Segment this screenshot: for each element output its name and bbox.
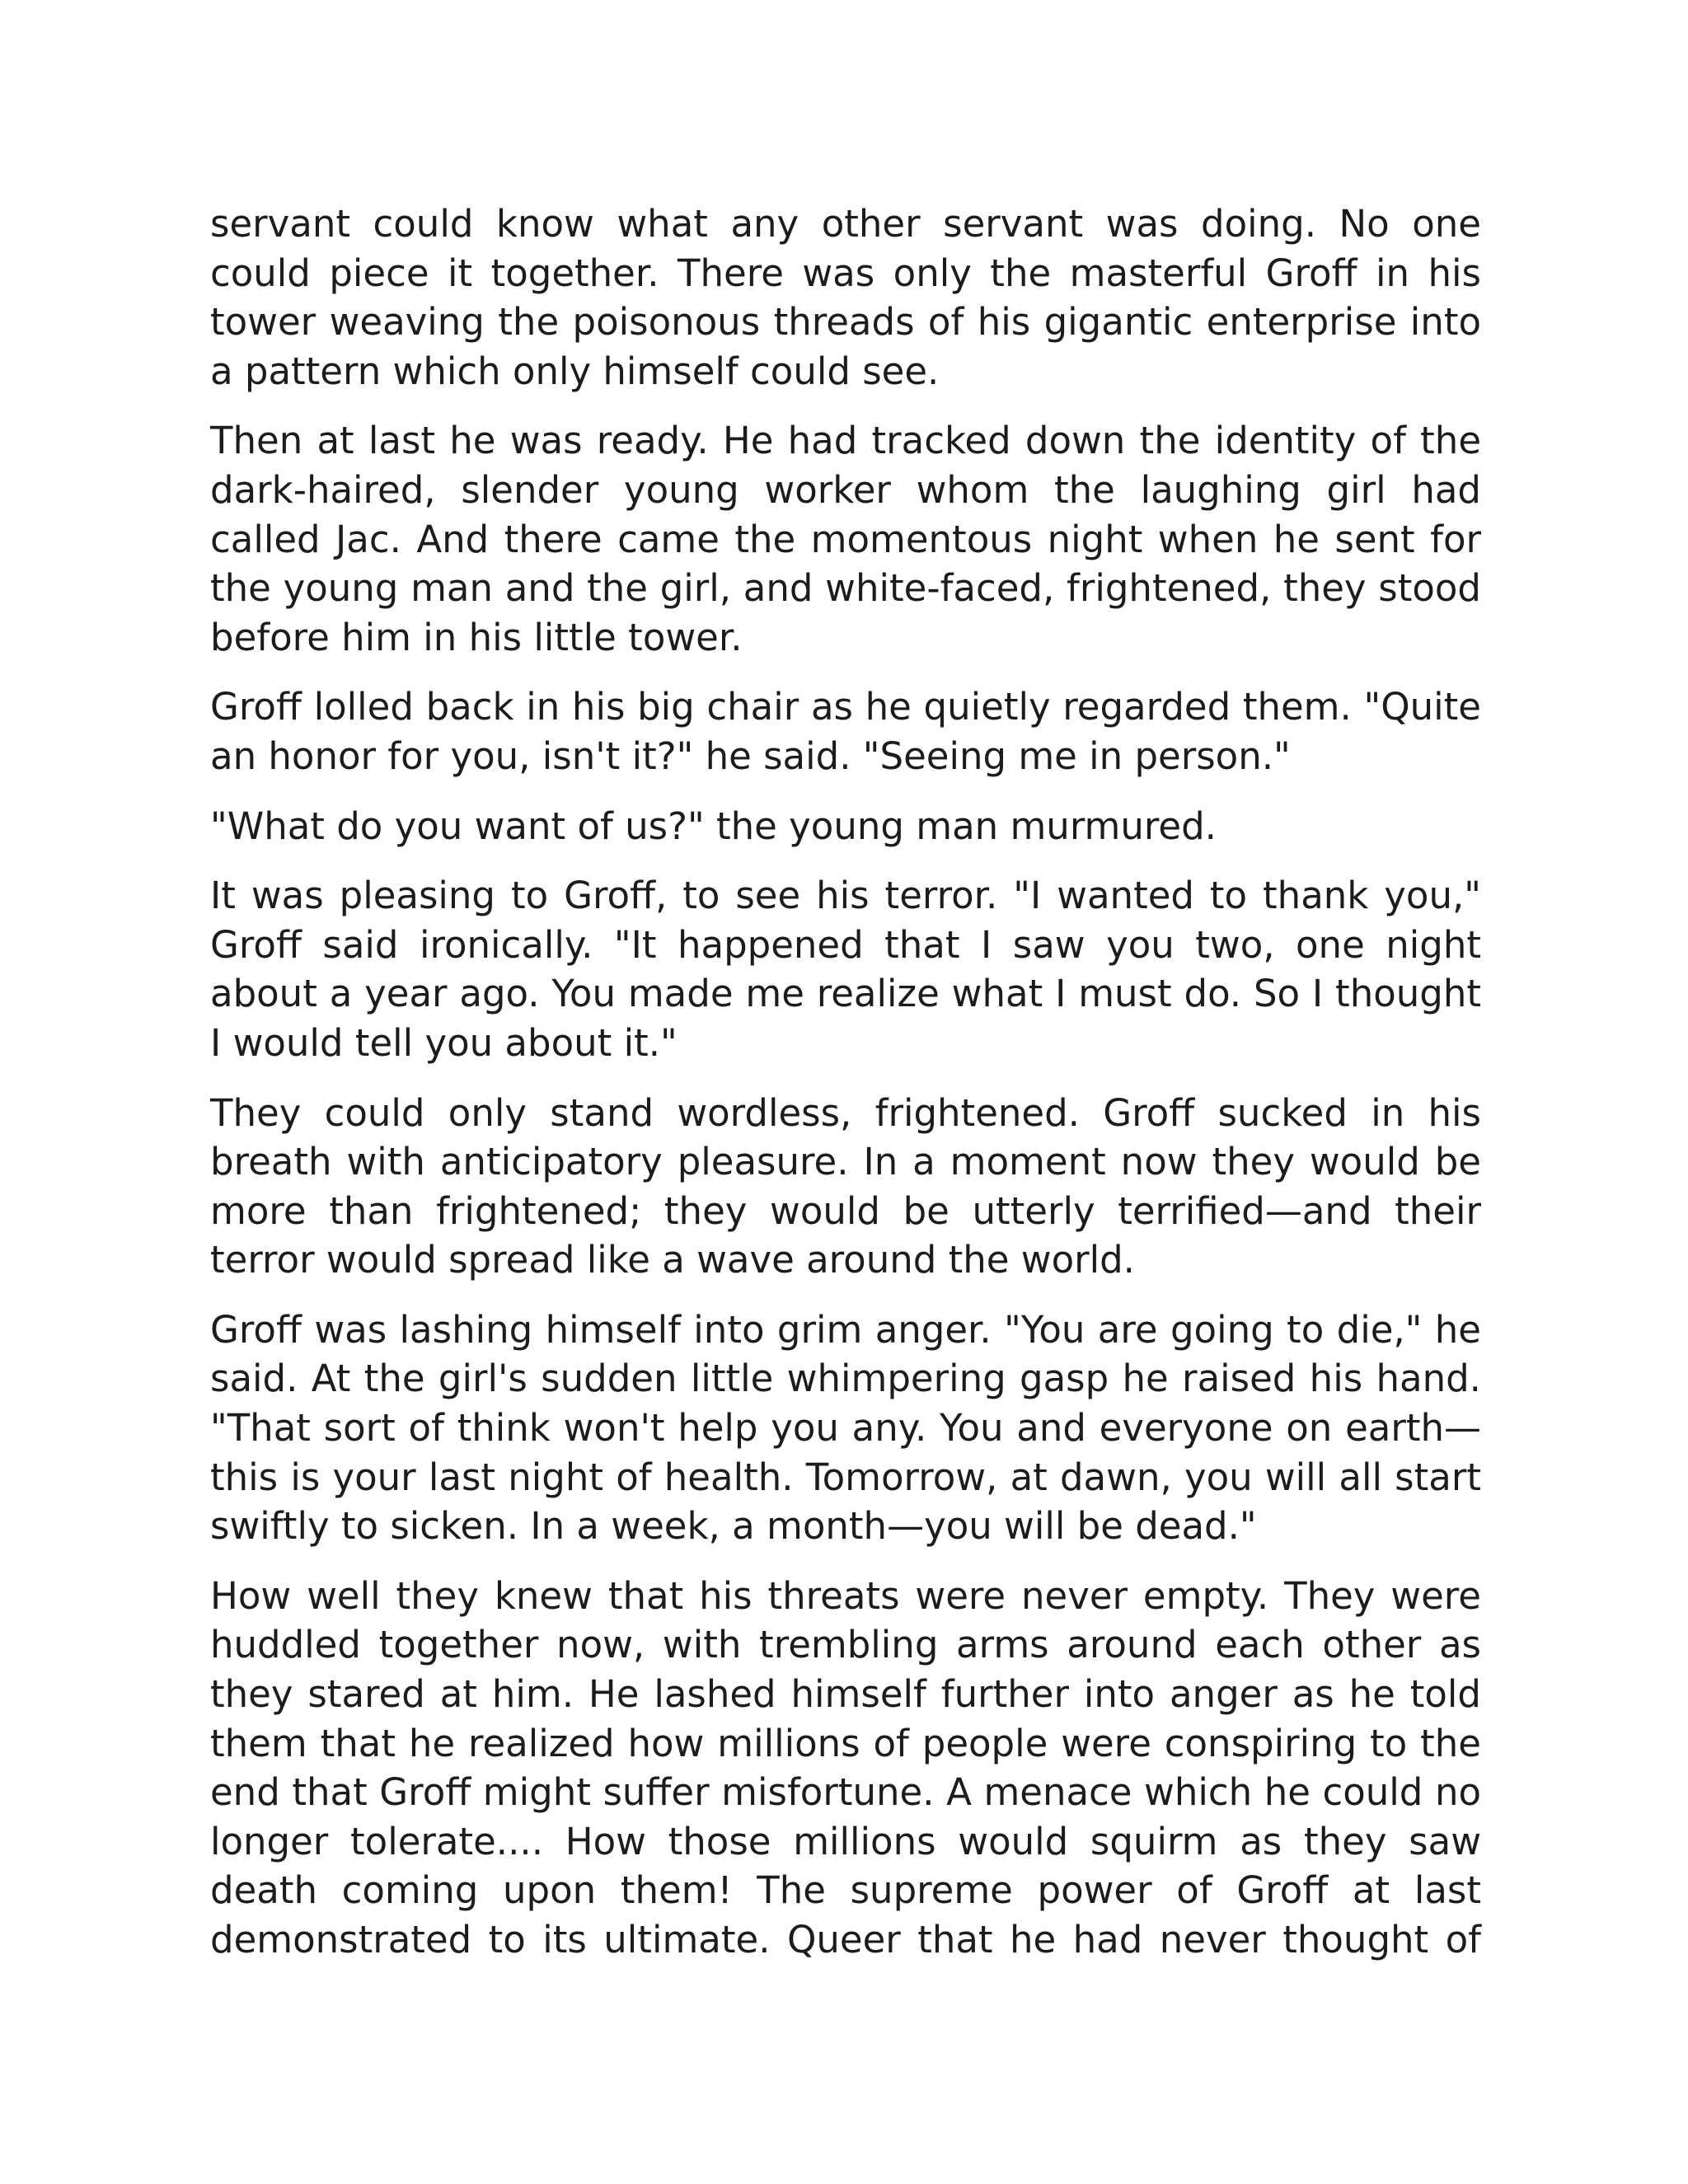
paragraph: "What do you want of us?" the young man murmured. [210, 804, 1217, 848]
paragraph: It was pleasing to Groff, to see his terror. "I wanted to thank you," Groff said ironically. "It happened that I saw you two, one night about a year ago. You made me realize what I must do. So I thought I would tell you about it." [210, 874, 1481, 1065]
paragraph: Then at last he was ready. He had tracked down the identity of the dark-haired, slender young worker whom the laughing girl had called Jac. And there came the momentous night when he sent for the young man and the girl, and white-faced, frightened, they stood before him in his little tower. [210, 419, 1481, 659]
page-text [210, 199, 1481, 1965]
paragraph: How well they knew that his threats were never empty. They were huddled together now, with trembling arms around each other as they stared at him. He lashed himself further into anger as he told them that he realized how millions of people were conspiring to the end that Groff might suffer misfortune. A menace which he could no longer tolerate.... How those millions would squirm as they saw death coming upon them! The supreme power of Groff at last demonstrated to its ultimate. Queer that he had never thought of [210, 1573, 1481, 1961]
paragraph: Groff lolled back in his big chair as he quietly regarded them. "Quite an honor for you, isn't it?" he said. "Seeing me in person." [210, 685, 1481, 778]
paragraph: servant could know what any other servant was doing. No one could piece it together. There was only the masterful Groff in his tower weaving the poisonous threads of his gigantic enterprise into a pattern which only himself could see. [210, 202, 1481, 393]
paragraph: They could only stand wordless, frightened. Groff sucked in his breath with anticipatory pleasure. In a moment now they would be more than frightened; they would be utterly terrified—and their terror would spread like a wave around the world. [210, 1090, 1481, 1282]
paragraph: Groff was lashing himself into grim anger. "You are going to die," he said. At the girl's sudden little whimpering gasp he raised his hand. "That sort of think won't help you any. You and everyone on earth—this is your last night of health. Tomorrow, at dawn, you will all start swiftly to sicken. In a week, a month—you will be dead." [210, 1307, 1481, 1549]
